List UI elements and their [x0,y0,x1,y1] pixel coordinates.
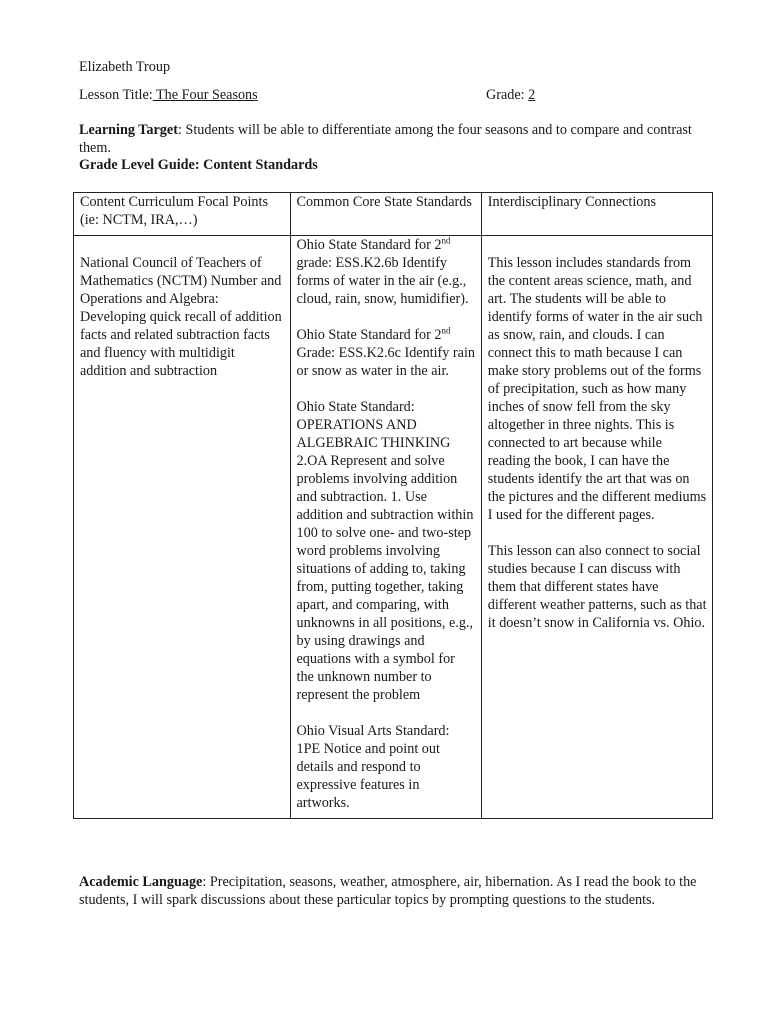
interdisciplinary-paragraph-2: This lesson can also connect to social studies because I can discuss with them that different states have different weather patterns, such as that it doesn’t snow in California vs. Ohio. [487,543,707,631]
grade-line [486,86,535,104]
header-interdisciplinary: Interdisciplinary Connections [481,193,712,236]
standard-visual-arts: Ohio Visual Arts Standard: 1PE Notice and point out details and respond to expressive features in artworks. [296,723,450,811]
guide-heading: Grade Level Guide: Content Standards [79,157,318,173]
standard-science-1: Ohio State Standard for 2nd grade: ESS.K2.6b Identify forms of water in the air (e.g., cloud, rain, snow, humidifier). [296,235,469,307]
interdisciplinary-cell [481,236,712,819]
learning-target-text: : Students will be able to differentiate among the four seasons and to compare and contrast them. [79,122,692,156]
standard-science-2: Ohio State Standard for 2nd Grade: ESS.K2.6c Identify rain or snow as water in the air. [296,325,475,379]
academic-language-text: : Precipitation, seasons, weather, atmosphere, air, hibernation. As I read the book to the students, I will spark discussions about these particular topics by prompting questions to the students. [79,874,697,908]
table-header-row [74,193,713,236]
lesson-title-line [79,86,258,104]
grade-label: Grade: [486,87,525,103]
common-core-cell [290,236,481,819]
author-name: Elizabeth Troup [79,59,171,75]
lesson-title-label: Lesson Title: [79,87,153,103]
learning-target-label: Learning Target [79,122,178,138]
focal-points-text: National Council of Teachers of Mathematics (NCTM) Number and Operations and Algebra: Developing quick recall of addition facts and related subtraction facts and fluency with multidigit addition and subtraction [80,255,282,379]
lesson-title-value: The Four Seasons [152,87,258,103]
focal-points-cell [74,236,291,819]
standards-table [73,192,713,819]
interdisciplinary-paragraph-1: This lesson includes standards from the content areas science, math, and art. The students will be able to identify forms of water in the air such as snow, rain, and clouds. I can connect this to math because I can make story problems out of the forms of precipitation, such as how many inches of snow fell from the sky altogether in three nights. This is connected to art because while reading the book, I can have the students identify the art that was on the pictures and the different mediums I used for the different pages. [487,255,707,523]
standard-math: Ohio State Standard: OPERATIONS AND ALGEBRAIC THINKING 2.OA Represent and solve problems involving addition and subtraction. 1. Use addition and subtraction within 100 to solve one- and two-step word problems involving situations of adding to, taking from, putting together, taking apart, and comparing, with unknowns in all positions, e.g., by using drawings and equations with a symbol for the unknown number to represent the problem [296,399,474,703]
table-row [74,236,713,819]
header-common-core: Common Core State Standards [290,193,481,236]
academic-language [79,873,709,909]
header-focal-points: Content Curriculum Focal Points (ie: NCTM, IRA,…) [74,193,291,236]
academic-language-label: Academic Language [79,874,203,890]
learning-target [79,121,709,157]
grade-value: 2 [528,87,536,103]
